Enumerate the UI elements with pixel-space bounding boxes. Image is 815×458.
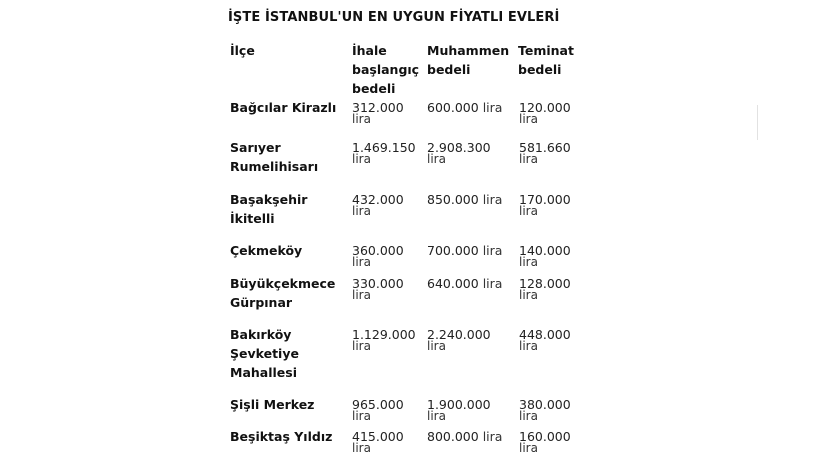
row-district: Beşiktaş Yıldız bbox=[230, 429, 333, 444]
amount-unit: lira bbox=[519, 152, 538, 166]
amount-unit: lira bbox=[482, 276, 503, 291]
header-deposit bbox=[518, 41, 574, 79]
district-line: Gürpınar bbox=[230, 295, 293, 310]
amount-value: 360.000 bbox=[352, 243, 404, 258]
amount-unit: lira bbox=[352, 288, 371, 302]
amount-value: 965.000 bbox=[352, 397, 404, 412]
header-district: İlçe bbox=[230, 43, 255, 58]
district-line: Bakırköy bbox=[230, 327, 292, 342]
row-start-price bbox=[352, 398, 404, 422]
row-district bbox=[230, 325, 299, 382]
row-appraised-value bbox=[427, 101, 502, 114]
amount-value: 170.000 bbox=[519, 192, 571, 207]
amount-unit: lira bbox=[519, 112, 538, 126]
amount-value: 1.900.000 bbox=[427, 397, 491, 412]
amount-value: 120.000 bbox=[519, 100, 571, 115]
header-appraised-line2: bedeli bbox=[427, 62, 471, 77]
district-line: Başakşehir bbox=[230, 192, 308, 207]
amount-unit: lira bbox=[482, 243, 503, 258]
amount-unit: lira bbox=[427, 152, 446, 166]
amount-value: 128.000 bbox=[519, 276, 571, 291]
header-deposit-line1: Teminat bbox=[518, 43, 574, 58]
amount-unit: lira bbox=[482, 192, 503, 207]
amount-value: 850.000 bbox=[427, 192, 479, 207]
amount-unit: lira bbox=[519, 339, 538, 353]
header-start-line1: İhale bbox=[352, 43, 387, 58]
row-start-price bbox=[352, 277, 404, 301]
amount-unit: lira bbox=[352, 152, 371, 166]
header-deposit-line2: bedeli bbox=[518, 62, 562, 77]
district-line: Mahallesi bbox=[230, 365, 297, 380]
row-district: Çekmeköy bbox=[230, 243, 303, 258]
amount-value: 640.000 bbox=[427, 276, 479, 291]
amount-value: 380.000 bbox=[519, 397, 571, 412]
amount-unit: lira bbox=[352, 339, 371, 353]
amount-unit: lira bbox=[519, 441, 538, 455]
amount-value: 448.000 bbox=[519, 327, 571, 342]
header-appraised-value bbox=[427, 41, 509, 79]
amount-value: 160.000 bbox=[519, 429, 571, 444]
amount-value: 312.000 bbox=[352, 100, 404, 115]
amount-unit: lira bbox=[519, 255, 538, 269]
amount-value: 415.000 bbox=[352, 429, 404, 444]
row-start-price bbox=[352, 193, 404, 217]
row-deposit bbox=[519, 277, 571, 301]
amount-unit: lira bbox=[352, 204, 371, 218]
header-appraised-line1: Muhammen bbox=[427, 43, 510, 58]
district-line: Şevketiye bbox=[230, 346, 299, 361]
row-appraised-value bbox=[427, 193, 502, 206]
page-title: İŞTE İSTANBUL'UN EN UYGUN FİYATLI EVLERİ bbox=[228, 10, 560, 25]
row-deposit bbox=[519, 328, 571, 352]
amount-unit: lira bbox=[352, 409, 371, 423]
amount-value: 432.000 bbox=[352, 192, 404, 207]
amount-value: 1.129.000 bbox=[352, 327, 416, 342]
amount-value: 140.000 bbox=[519, 243, 571, 258]
header-start-line2: başlangıç bbox=[352, 62, 420, 77]
row-appraised-value bbox=[427, 398, 491, 422]
row-deposit bbox=[519, 193, 571, 217]
row-district bbox=[230, 190, 307, 228]
amount-value: 700.000 bbox=[427, 243, 479, 258]
row-start-price bbox=[352, 430, 404, 454]
row-start-price bbox=[352, 328, 416, 352]
amount-value: 2.908.300 bbox=[427, 140, 491, 155]
amount-unit: lira bbox=[352, 112, 371, 126]
amount-value: 581.660 bbox=[519, 140, 571, 155]
row-appraised-value bbox=[427, 141, 491, 165]
header-start-price bbox=[352, 41, 419, 98]
amount-value: 600.000 bbox=[427, 100, 479, 115]
row-deposit bbox=[519, 101, 571, 125]
amount-value: 1.469.150 bbox=[352, 140, 416, 155]
district-line: Sarıyer bbox=[230, 140, 281, 155]
amount-value: 2.240.000 bbox=[427, 327, 491, 342]
amount-unit: lira bbox=[519, 288, 538, 302]
district-line: Rumelihisarı bbox=[230, 159, 319, 174]
row-district bbox=[230, 274, 335, 312]
district-line: Büyükçekmece bbox=[230, 276, 336, 291]
amount-unit: lira bbox=[352, 441, 371, 455]
header-start-line3: bedeli bbox=[352, 81, 396, 96]
row-appraised-value bbox=[427, 430, 502, 443]
amount-unit: lira bbox=[482, 100, 503, 115]
amount-unit: lira bbox=[519, 409, 538, 423]
divider bbox=[757, 105, 758, 140]
row-deposit bbox=[519, 430, 571, 454]
district-line: İkitelli bbox=[230, 211, 275, 226]
row-district bbox=[230, 138, 318, 176]
row-start-price bbox=[352, 141, 416, 165]
row-appraised-value bbox=[427, 244, 502, 257]
row-deposit bbox=[519, 141, 571, 165]
amount-unit: lira bbox=[519, 204, 538, 218]
amount-value: 330.000 bbox=[352, 276, 404, 291]
row-deposit bbox=[519, 244, 571, 268]
row-district: Şişli Merkez bbox=[230, 397, 315, 412]
row-district: Bağcılar Kirazlı bbox=[230, 100, 337, 115]
amount-value: 800.000 bbox=[427, 429, 479, 444]
row-deposit bbox=[519, 398, 571, 422]
row-start-price bbox=[352, 101, 404, 125]
row-start-price bbox=[352, 244, 404, 268]
amount-unit: lira bbox=[427, 339, 446, 353]
row-appraised-value bbox=[427, 277, 502, 290]
row-appraised-value bbox=[427, 328, 491, 352]
amount-unit: lira bbox=[482, 429, 503, 444]
amount-unit: lira bbox=[427, 409, 446, 423]
amount-unit: lira bbox=[352, 255, 371, 269]
